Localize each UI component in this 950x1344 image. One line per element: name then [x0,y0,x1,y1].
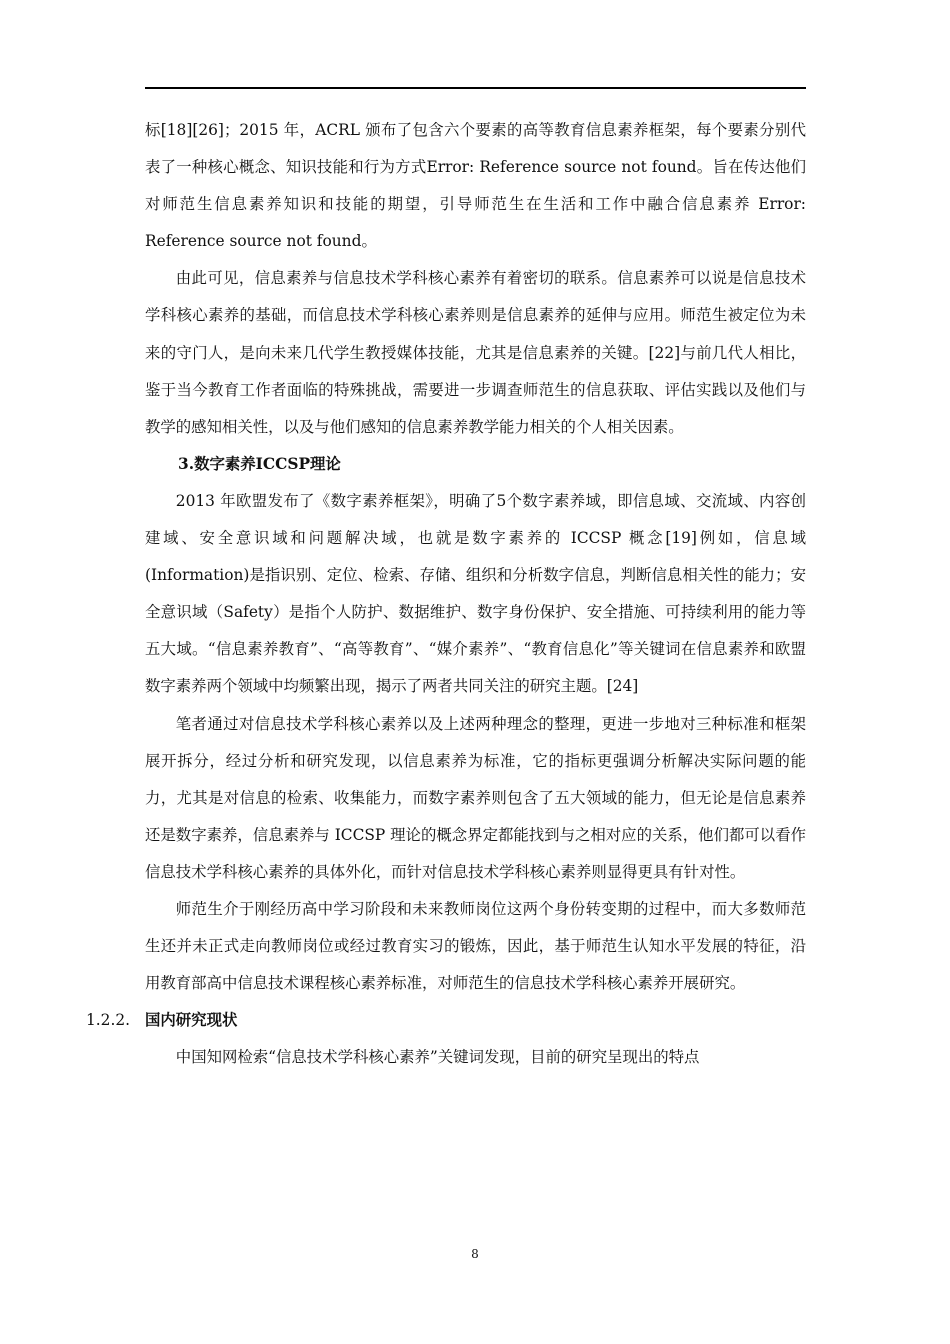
paragraph-eu-framework: 2013 年欧盟发布了《数字素养框架》，明确了5个数字素养域，即信息域、交流域、内容创建域、安全意识域和问题解决域，也就是数字素养的 ICCSP 概念[19]例如，信息域(Information)是指识别、定位、检索、存储、组织和分析数字信息，判断信息相关性的能力；安全意识域（Safety）是指个人防护、数据维护、数字身份保护、安全措施、可持续利用的能力等五大域。“信息素养教育”、“高等教育”、“媒介素养”、“教育信息化”等关键词在信息素养和欧盟数字素养两个领域中均频繁出现，揭示了两者共同关注的研究主题。[24] [145,491,806,696]
paragraph-normal-students: 师范生介于刚经历高中学习阶段和未来教师岗位这两个身份转变期的过程中，而大多数师范生还并未正式走向教师岗位或经过教育实习的锻炼，因此，基于师范生认知水平发展的特征，沿用教育部高中信息技术课程核心素养标准，对师范生的信息技术学科核心素养开展研究。 [145,899,806,993]
section-heading [86,1002,806,1039]
paragraph-author-analysis: 笔者通过对信息技术学科核心素养以及上述两种理念的整理，更进一步地对三种标准和框架展开拆分，经过分析和研究发现，以信息素养为标准，它的指标更强调分析解决实际问题的能力，尤其是对信息的检索、收集能力，而数字素养则包含了五大领域的能力，但无论是信息素养还是数字素养，信息素养与 ICCSP 理论的概念界定都能找到与之相对应的关系，他们都可以看作信息技术学科核心素养的具体外化，而针对信息技术学科核心素养则显得更具有针对性。 [145,714,806,881]
paragraph-cnki-search: 中国知网检索“信息技术学科核心素养”关键词发现，目前的研究呈现出的特点 [175,1048,700,1067]
section-title: 国内研究现状 [145,1011,238,1030]
page-number: 8 [471,1247,479,1261]
paragraph-info-literacy-relation: 由此可见，信息素养与信息技术学科核心素养有着密切的联系。信息素养可以说是信息技术学科核心素养的基础，而信息技术学科核心素养则是信息素养的延伸与应用。师范生被定位为未来的守门人，是向未来几代学生教授媒体技能，尤其是信息素养的关键。[22]与前几代人相比，鉴于当今教育工作者面临的特殊挑战，需要进一步调查师范生的信息获取、评估实践以及他们与教学的感知相关性，以及与他们感知的信息素养教学能力相关的个人相关因素。 [145,269,806,436]
document-body [86,112,806,1076]
paragraph-acrl-framework: 标[18][26]；2015 年，ACRL 颁布了包含六个要素的高等教育信息素养框架，每个要素分别代表了一种核心概念、知识技能和行为方式Error: Reference source not found。旨在传达他们对师范生信息素养知识和技能的期望，引导师范生在生活和工作中融合信息素养 Error: Reference source not found。 [145,121,806,251]
header-rule [145,87,806,89]
subheading-digital-literacy: 3.数字素养ICCSP理论 [178,454,341,473]
section-number: 1.2.2. [86,1011,131,1030]
